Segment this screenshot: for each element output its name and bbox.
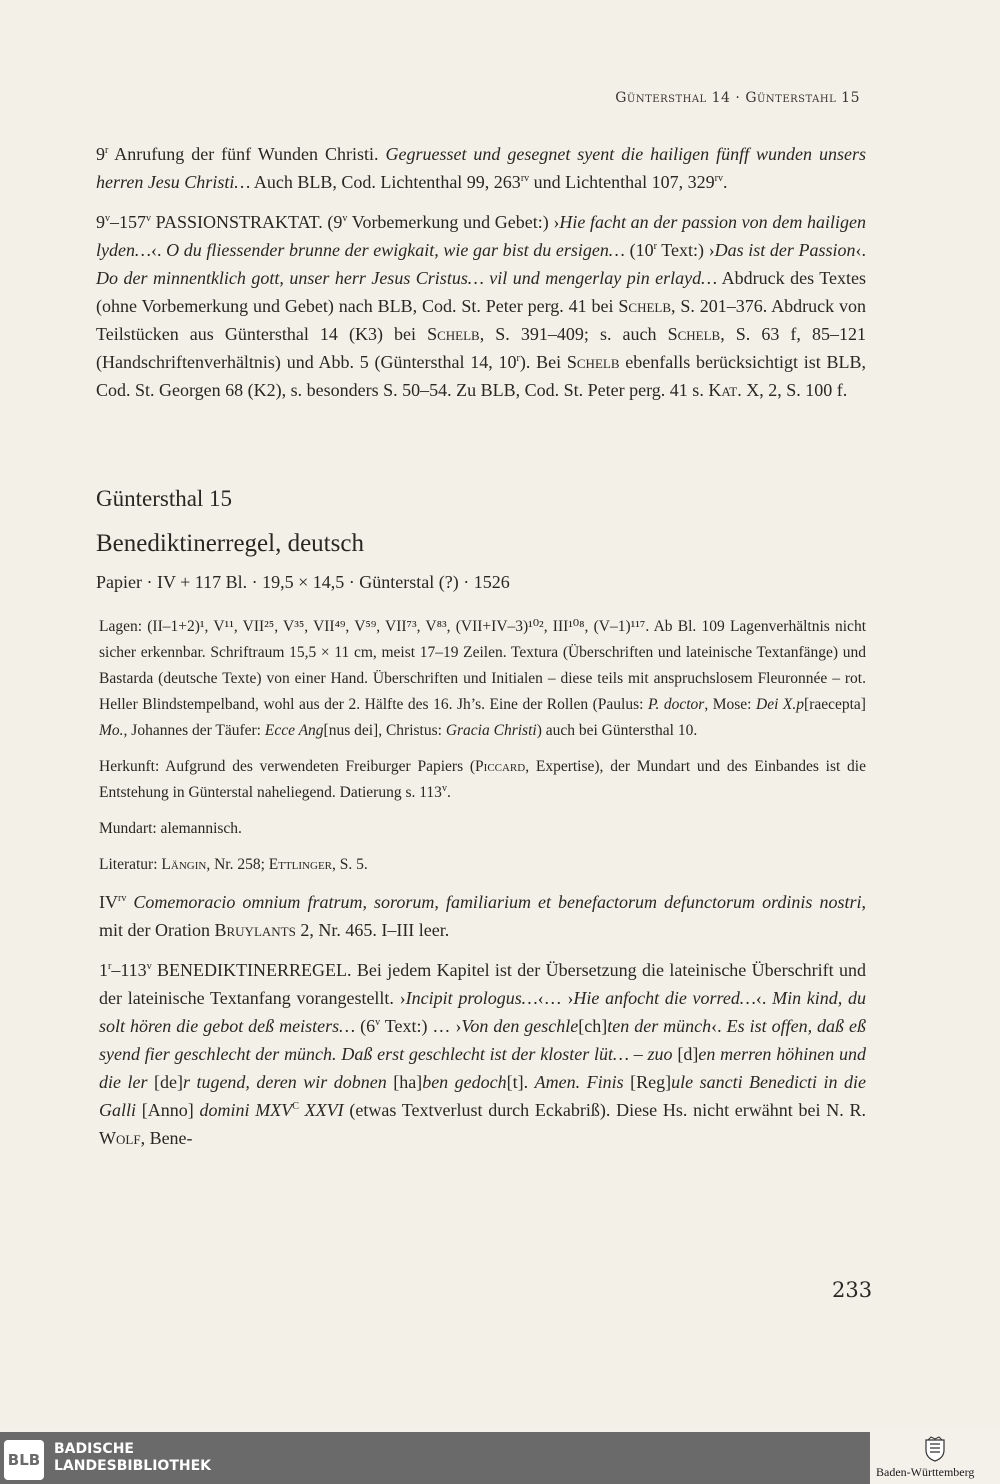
text: ‹. [755,988,773,1008]
text: Vorbemerkung und Gebet:) › [347,212,560,232]
sup: v [105,213,110,224]
text: ‹… › [537,988,574,1008]
roll-inscription: P. doctor [647,696,705,713]
author-name: Längin [161,856,207,873]
incipit: Hie anfocht die vorred… [573,988,756,1008]
sup: v [146,213,151,224]
roll-inscription: Ecce Ang [264,722,324,739]
crest-icon [924,1436,946,1462]
roll-inscription: Gracia Christi [445,722,537,739]
text: Anrufung der fünf Wunden Christi. [108,144,386,164]
text: (6 [355,1016,376,1036]
folio-sup: r [105,145,109,156]
text: , Bene- [140,1128,193,1148]
sup: v [375,1017,381,1028]
text: . X, 2, S. 100 f. [737,380,848,400]
text: PASSIONSTRAKTAT. (9 [151,212,343,232]
author-name: Piccard [475,758,526,775]
incipit: ten der münch [607,1016,712,1036]
author-name: Schelb [566,352,620,372]
sup: v [146,961,152,972]
sup: rv [118,893,127,904]
manuscript-title: Benediktinerregel, deutsch [96,530,364,557]
text: , Expertise), der Mundart und des Einbandes ist die Entstehung in Günterstal naheliegend. Datierung s. 113 [99,758,866,801]
sup: rv [714,173,723,184]
text: 2, Nr. 465. I–III leer. [295,920,450,940]
incipit: Gegruesset und gesegnet syent die hailigen fünff wunden unsers herren Jesu Christi… [96,144,867,192]
incipit: Do der minnentklich gott, unser herr Jesus Cristus… vil und mengerlay pin erlayd… [96,268,718,288]
incipit: Hie facht an der passion von dem hailigen lyden… [96,212,866,260]
author-name: Ettlinger [268,856,332,873]
running-head: Güntersthal 14 · Günterstahl 15 [615,90,860,106]
sup: r [108,961,112,972]
text: , S. 63 f, 85–121 (Handschriftenverhältnis) und Abb. 5 (Güntersthal 14, 10 [96,324,866,372]
text: [Anno] [141,1100,200,1120]
page-number: 233 [832,1278,873,1302]
incipit: Es ist offen, daß eß syend fier geschlecht der münch. Daß erst geschlecht ist der kloster lüt… – zuo [99,1016,866,1064]
text: , S. 5. [332,856,368,873]
text: , S. 391–409; s. auch [479,324,668,344]
text: [ha] [393,1072,423,1092]
text: ‹. [711,1016,727,1036]
author-name: Wolf [99,1128,141,1148]
text: ‹. [855,240,867,260]
lagen-paragraph [99,614,866,744]
roll-inscription: Mo. [99,722,124,739]
text: Abdruck des Textes (ohne Vorbemerkung und Gebet) nach BLB, Cod. St. Peter perg. 41 bei [96,268,866,316]
incipit: Comemoracio omnium fratrum, sororum, familiarium et benefactorum defunctorum ordinis nostri [126,892,862,912]
library-name-line2: LANDESBIBLIOTHEK [54,1458,212,1474]
text: [raecepta] [804,696,866,713]
incipit: en merren höhinen und die ler [99,1044,866,1092]
folio: IV [99,892,118,912]
folio: –157 [110,212,146,232]
text: Text:) › [656,240,715,260]
text: ‹. [150,240,167,260]
folio: 1 [99,960,108,980]
text: (10 [624,240,654,260]
text: (etwas Textverlust durch Eckabriß). Diese Hs. nicht erwähnt bei N. R. [343,1100,866,1120]
herkunft-paragraph [99,754,866,806]
incipit: Incipit prologus… [405,988,538,1008]
author-name: Schelb [667,324,721,344]
text: , S. 201–376. Abdruck von Teilstücken aus Güntersthal 14 (K3) bei [96,296,867,344]
explicit: Amen. Finis [534,1072,631,1092]
text: . [446,784,451,801]
text: Text:) … › [380,1016,462,1036]
text: ) auch bei Güntersthal 10. [536,722,698,739]
incipit: ben gedoch [422,1072,507,1092]
text: Herkunft: Aufgrund des verwendeten Freiburger Papiers ( [99,758,476,775]
text: , mit der Oration [99,892,866,940]
text: Auch BLB, Cod. Lichtenthal 99, 263 [250,172,521,192]
shelfmark-heading: Güntersthal 15 [96,486,233,511]
folio: –113 [111,960,147,980]
incipit: r tugend, deren wir dobnen [182,1072,394,1092]
explicit: ule sancti Benedicti in die Galli [99,1072,866,1120]
bw-logo[interactable] [870,1432,1000,1484]
abbrev: Kat [708,380,738,400]
author-name: Schelb [618,296,672,316]
sup: C [292,1101,299,1112]
folio: 9 [96,212,105,232]
mundart-paragraph: Mundart: alemannisch. [99,820,242,837]
text: [t]. [506,1072,535,1092]
sup: v [441,782,447,794]
incipit: Von den geschle [461,1016,579,1036]
explicit: XXVI [298,1100,344,1120]
sup: r [516,353,520,364]
incipit: Min kind, du solt hören die gebot deß meisters… [99,988,866,1036]
bw-text: Baden-Württemberg [876,1465,975,1479]
text: , Mose: [704,696,757,713]
entry-comemoracio [99,888,866,944]
library-name[interactable] [54,1441,211,1475]
text: und Lichtenthal 107, 329 [529,172,715,192]
entry-benediktinerregel [99,956,866,1152]
entry-wounds [96,140,866,196]
text: . [722,172,728,192]
author-name: Bruylants [214,920,296,940]
text: [d] [677,1044,699,1064]
description-block [99,614,866,878]
entry-passion [96,208,866,404]
sup: rv [520,173,530,184]
physical-facts: Papier · IV + 117 Bl. · 19,5 × 14,5 · Günterstal (?) · 1526 [96,572,510,592]
page-content [96,140,866,1164]
author-name: Schelb [427,324,480,344]
text: Literatur: [99,856,162,873]
sup: v [342,213,348,224]
text: [nus dei], Christus: [323,722,446,739]
text: ). Bei [519,352,567,372]
library-name-line1: BADISCHE [54,1441,134,1457]
literatur-paragraph [99,852,866,878]
text: , Johannes der Täufer: [123,722,265,739]
blb-logo-icon[interactable]: BLB [4,1440,44,1480]
text: [ch] [578,1016,608,1036]
incipit: Das ist der Passion [714,240,856,260]
text: [Reg] [630,1072,672,1092]
text: [de] [153,1072,183,1092]
text: ebenfalls berücksichtigt ist BLB, Cod. St. Georgen 68 (K2), s. besonders S. 50–54. Zu BLB, Cod. St. Peter perg. 41 s. [96,352,867,400]
roll-inscription: Dei X.p [756,696,805,713]
incipit: O du fliessender brunne der ewigkait, wie gar bist du ersigen… [166,240,625,260]
text: BENEDIKTINERREGEL. Bei jedem Kapitel ist der Übersetzung die lateinische Überschrift und der lateinische Textanfang vorangestellt. › [99,960,866,1008]
text: , Nr. 258; [206,856,269,873]
folio: 9 [96,144,105,164]
text: Lagen: (II–1+2)¹, V¹¹, VII²⁵, V³⁵, VII⁴⁹, V⁵⁹, VII⁷³, V⁸³, (VII+IV–3)¹⁰², III¹⁰⁸, (V–1)¹¹⁷. Ab Bl. 109 Lagenverhältnis nicht sicher erkennbar. Schriftraum 15,5 × 11 cm, meist 17–19 Zeilen. Textura (Überschriften und lateinische Textanfänge) und Bastarda (deutsche Texte) von einer Hand. Überschriften und Initialen – diese teils mit anspruchslosem Fleuronnée – rot. Heller Blindstempelband, wohl aus der 2. Hälfte des 16. Jh’s. Eine der Rollen (Paulus: [99,618,866,713]
explicit: domini MXV [199,1100,293,1120]
sup: r [653,241,657,252]
footer-bar [0,1432,1000,1484]
